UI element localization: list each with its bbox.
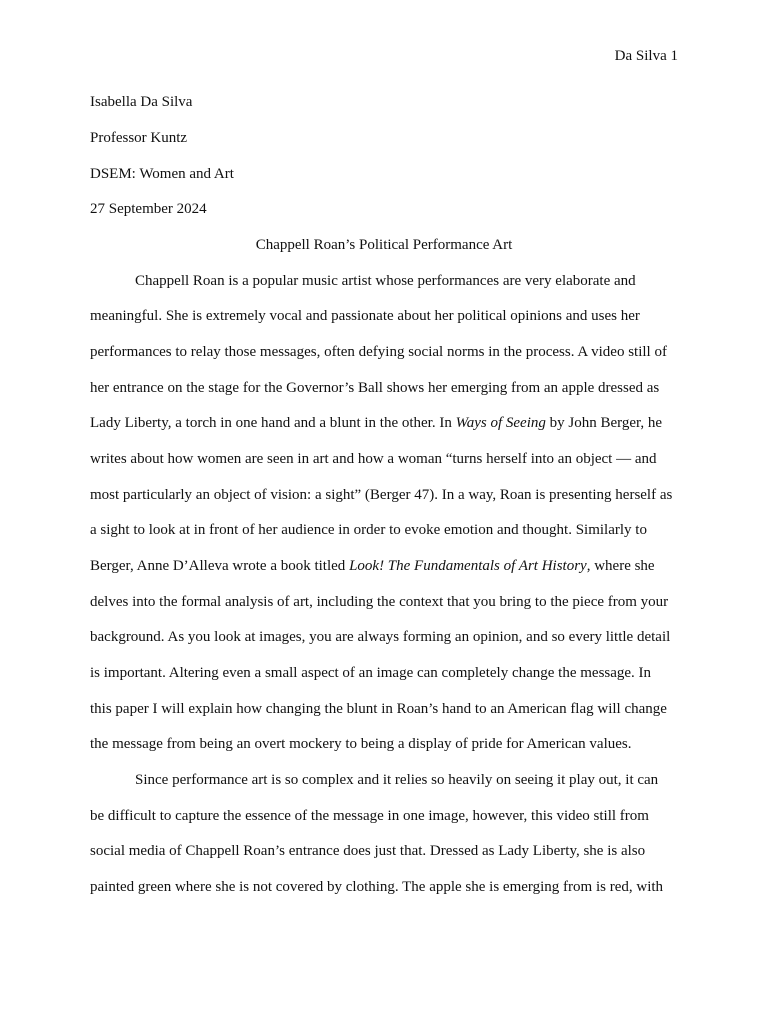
body-line: painted green where she is not covered by clothing. The apple she is emerging from is red, with <box>90 879 664 895</box>
body-line: be difficult to capture the essence of the message in one image, however, this video still from <box>90 808 649 824</box>
book-title: Ways of Seeing <box>455 415 546 431</box>
body-line: Berger, Anne D’Alleva wrote a book titled Look! The Fundamentals of Art History, where she <box>90 558 655 574</box>
body-line: Since performance art is so complex and it relies so heavily on seeing it play out, it can <box>135 772 659 788</box>
body-line: meaningful. She is extremely vocal and passionate about her political opinions and uses her <box>90 308 640 324</box>
body-line: writes about how women are seen in art and how a woman “turns herself into an object — and <box>90 451 657 467</box>
body-line: her entrance on the stage for the Governor’s Ball shows her emerging from an apple dressed as <box>90 380 660 396</box>
body-line: performances to relay those messages, often defying social norms in the process. A video still of <box>90 344 667 360</box>
running-head: Da Silva 1 <box>614 48 678 64</box>
body-line: the message from being an overt mockery to being a display of pride for American values. <box>90 736 632 752</box>
body-line: Chappell Roan is a popular music artist whose performances are very elaborate and <box>135 273 636 289</box>
paper-date: 27 September 2024 <box>90 201 207 217</box>
body-line: Lady Liberty, a torch in one hand and a blunt in the other. In Ways of Seeing by John Berger, he <box>90 415 663 431</box>
body-line: background. As you look at images, you are always forming an opinion, and so every little detail <box>90 629 671 645</box>
body-line: is important. Altering even a small aspect of an image can completely change the message. In <box>90 665 652 681</box>
body-line: most particularly an object of vision: a sight” (Berger 47). In a way, Roan is presenting herself as <box>90 487 673 503</box>
professor-name: Professor Kuntz <box>90 130 188 146</box>
book-title: Look! The Fundamentals of Art History <box>349 558 587 574</box>
author-name: Isabella Da Silva <box>90 94 193 110</box>
body-line: delves into the formal analysis of art, including the context that you bring to the piece from your <box>90 594 669 610</box>
body-line: a sight to look at in front of her audience in order to evoke emotion and thought. Similarly to <box>90 522 647 538</box>
course-name: DSEM: Women and Art <box>90 166 234 182</box>
body-line: social media of Chappell Roan’s entrance does just that. Dressed as Lady Liberty, she is also <box>90 843 646 859</box>
paper-title: Chappell Roan’s Political Performance Art <box>255 237 513 253</box>
body-line: this paper I will explain how changing the blunt in Roan’s hand to an American flag will change <box>90 701 667 717</box>
